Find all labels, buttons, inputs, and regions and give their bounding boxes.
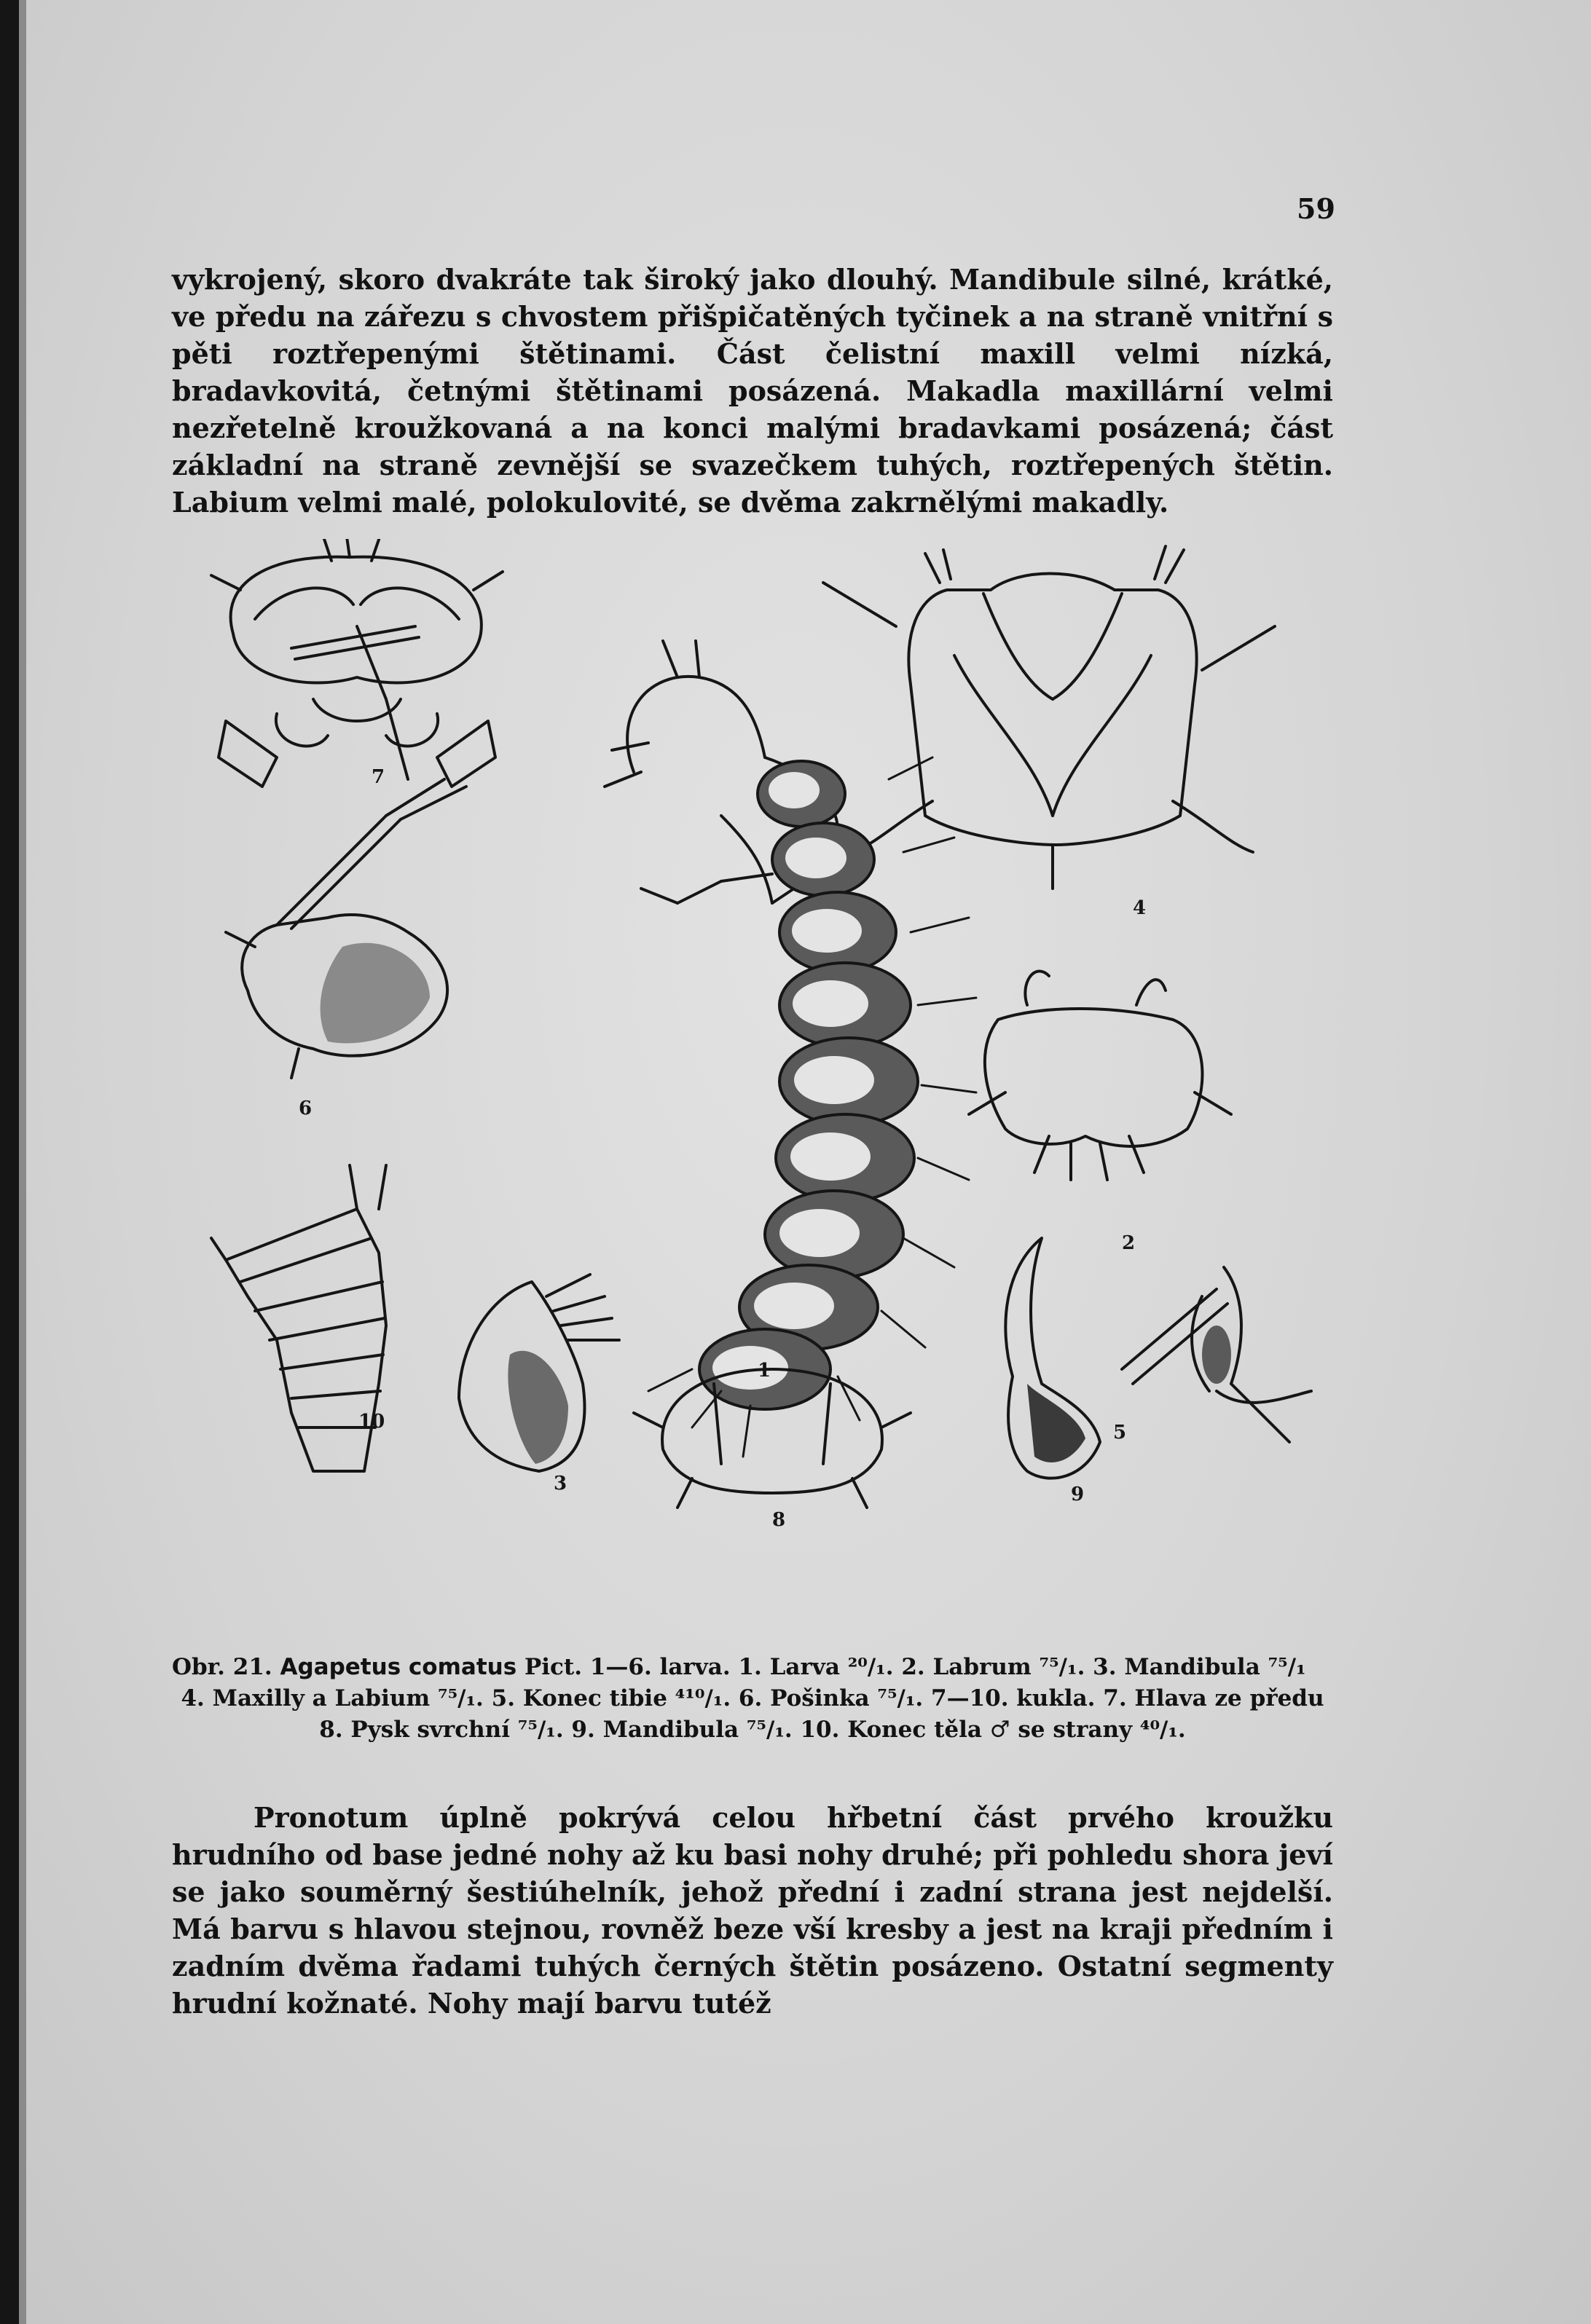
caption-line-3: 8. Pysk svrchní ⁷⁵/₁. 9. Mandibula ⁷⁵/₁. 10. Konec těla ♂ se strany ⁴⁰/₁. — [319, 1717, 1186, 1743]
figure-label-3: 3 — [554, 1473, 567, 1494]
drawing-6-stipple — [321, 943, 430, 1044]
figure-label-10: 10 — [358, 1411, 385, 1433]
caption-line-1-rest: Pict. 1—6. larva. 1. Larva ²⁰/₁. 2. Labrum ⁷⁵/₁. 3. Mandibula ⁷⁵/₁ — [524, 1654, 1306, 1680]
caption-prefix: Obr. 21. — [172, 1654, 272, 1680]
figure-label-1: 1 — [758, 1360, 771, 1382]
caption-line-1 — [172, 1652, 1333, 1683]
figure-label-6: 6 — [299, 1098, 313, 1119]
figure-label-4: 4 — [1133, 897, 1147, 919]
drawing-4-maxillae-labium — [823, 546, 1275, 889]
paragraph-1: vykrojený, skoro dvakráte tak široký jako dlouhý. Mandibule silné, krátké, ve předu na zářezu s chvostem přišpičatěných tyčinek a na straně vnitřní s pěti roztřepenými štětinami. Část čelistní maxill velmi nízká, bradavkovitá, četnými štětinami posázená. Makadla maxillární velmi nezřetelně kroužkovaná a na konci malými bradavkami posázená; část základní na straně zevnější se svazečkem tuhých, roztřepených štětin. Labium velmi malé, polokulovité, se dvěma zakrnělými makadly. — [172, 263, 1333, 519]
scan-left-shadow — [19, 0, 26, 2324]
figure-agapetus-larva — [168, 539, 1340, 1646]
page-number: 59 — [1297, 192, 1335, 225]
figure-label-8: 8 — [772, 1509, 786, 1531]
drawing-9-shading — [1027, 1384, 1085, 1462]
drawing-2-labrum — [969, 972, 1231, 1180]
figure-label-9: 9 — [1071, 1484, 1085, 1505]
caption-species: Agapetus comatus — [280, 1654, 517, 1680]
drawing-7-pupa-head — [211, 539, 503, 787]
figure-label-5: 5 — [1113, 1422, 1127, 1443]
drawing-3-shading — [508, 1351, 568, 1464]
drawing-5-shading — [1202, 1326, 1231, 1384]
scan-left-border — [0, 0, 19, 2324]
figure-label-2: 2 — [1122, 1232, 1136, 1254]
figure-label-7: 7 — [372, 766, 385, 788]
figure-caption — [172, 1652, 1333, 1746]
paragraph-2: Pronotum úplně pokrývá celou hřbetní část prvého kroužku hrudního od base jedné nohy až ku basi nohy druhé; při pohledu shora jeví se jako souměrný šestiúhelník, jehož přední i zadní strana jest nejdelší. Má barvu s hlavou stejnou, rovněž beze vší kresby a jest na kraji předním i zadním dvěma řadami tuhých černých štětin posázeno. Ostatní segmenty hrudní kožnaté. Nohy mají barvu tutéž — [172, 1801, 1333, 2020]
caption-line-2: 4. Maxilly a Labium ⁷⁵/₁. 5. Konec tibie ⁴¹⁰/₁. 6. Pošinka ⁷⁵/₁. 7—10. kukla. 7. Hlava ze předu — [181, 1685, 1324, 1712]
